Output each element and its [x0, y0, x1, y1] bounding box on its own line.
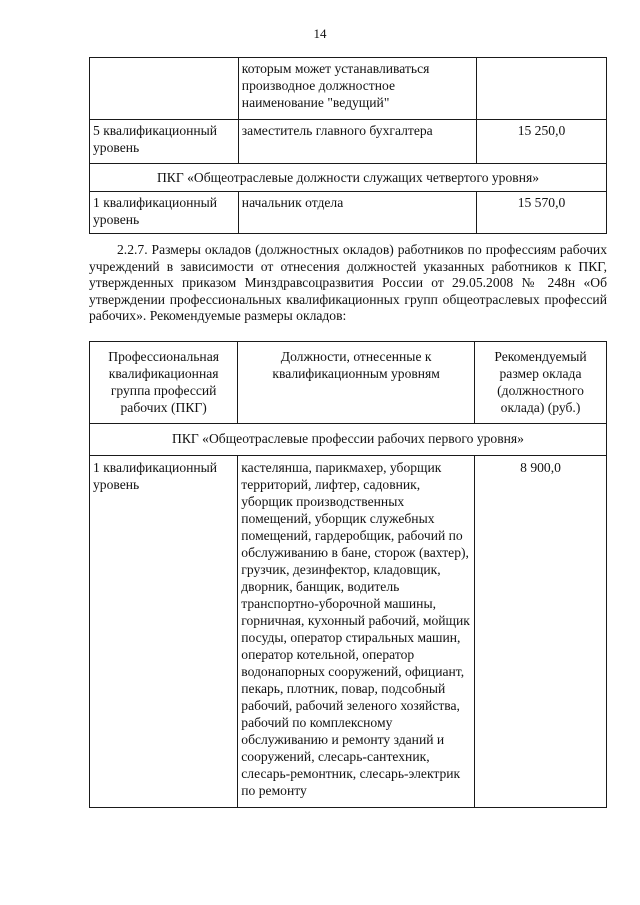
- level-cell: 1 квалификационный уровень: [90, 192, 239, 234]
- table-row: [90, 456, 607, 808]
- position-cell: заместитель главного бухгалтера: [238, 120, 476, 164]
- group-title-cell: ПКГ «Общеотраслевые профессии рабочих первого уровня»: [90, 424, 607, 456]
- salary-cell: 15 570,0: [476, 192, 606, 234]
- level-cell: [90, 58, 239, 120]
- header-salary: Рекомендуемый размер оклада (должностного оклада) (руб.): [475, 342, 607, 424]
- paragraph-2-2-7: 2.2.7. Размеры окладов (должностных окладов) работников по профессиям рабочих учреждений в зависимости от отнесения должностей указанных работников к ПКГ, утвержденных приказом Минздравсоцразвития России от 29.05.2008 № 248н «Об утверждении профессиональных квалификационных групп общеотраслевых профессий рабочих». Рекомендуемые размеры окладов:: [89, 242, 607, 324]
- salary-cell: [476, 58, 606, 120]
- level-cell: 1 квалификационный уровень: [90, 456, 238, 808]
- level-cell: 5 квалификационный уровень: [90, 120, 239, 164]
- salary-table-continued: [89, 57, 607, 234]
- table-row: [90, 120, 607, 164]
- header-positions: Должности, отнесенные к квалификационным уровням: [238, 342, 475, 424]
- group-title-cell: ПКГ «Общеотраслевые должности служащих четвертого уровня»: [90, 164, 607, 192]
- position-cell: которым может устанавливаться производное должностное наименование "ведущий": [238, 58, 476, 120]
- positions-cell: кастелянша, парикмахер, уборщик территорий, лифтер, садовник, уборщик производственных помещений, уборщик служебных помещений, гардеробщик, рабочий по обслуживанию в бане, сторож (вахтер), грузчик, дезинфектор, кладовщик, дворник, банщик, водитель транспортно-уборочной машины, горничная, кухонный рабочий, мойщик посуды, оператор стиральных машин, оператор котельной, оператор водонапорных сооружений, официант, пекарь, плотник, повар, подсобный рабочий, рабочий зеленого хозяйства, рабочий по комплексному обслуживанию и ремонту зданий и сооружений, слесарь-сантехник, слесарь-ремонтник, слесарь-электрик по ремонту: [238, 456, 475, 808]
- table-row: [90, 192, 607, 234]
- position-cell: начальник отдела: [238, 192, 476, 234]
- table-header-row: [90, 342, 607, 424]
- group-header-row: [90, 164, 607, 192]
- group-header-row: [90, 424, 607, 456]
- header-group: Профессиональная квалификационная группа профессий рабочих (ПКГ): [90, 342, 238, 424]
- page-number: 14: [313, 26, 327, 41]
- workers-salary-table: [89, 341, 607, 808]
- salary-cell: 15 250,0: [476, 120, 606, 164]
- salary-cell: 8 900,0: [475, 456, 607, 808]
- table-row: [90, 58, 607, 120]
